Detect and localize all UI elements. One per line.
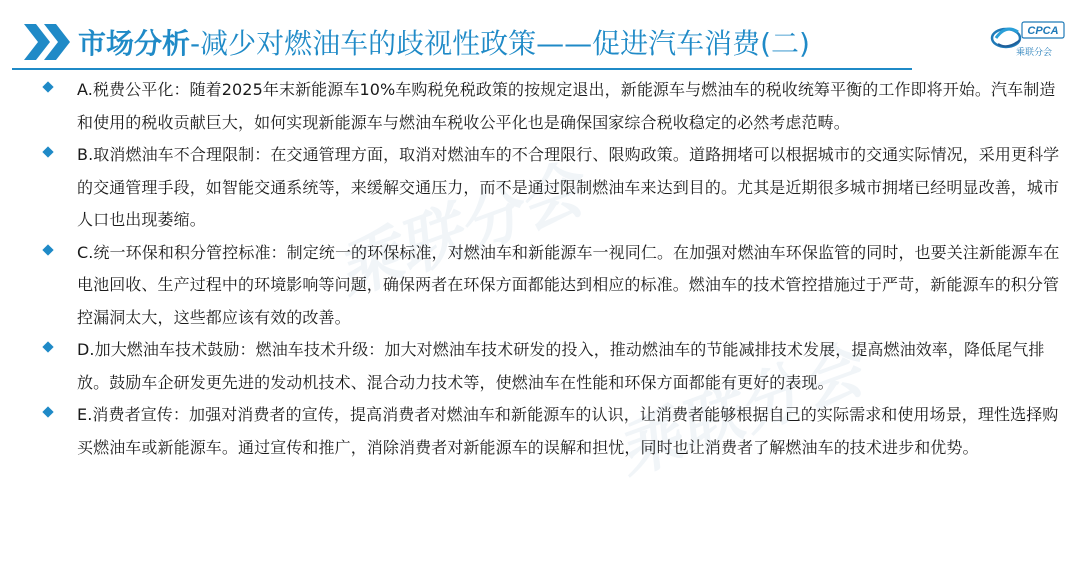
diamond-bullet-icon xyxy=(42,81,53,92)
page-title xyxy=(78,22,810,66)
logo-brand-text: CPCA xyxy=(1027,25,1059,37)
cpca-logo-icon xyxy=(990,18,1066,66)
watermark: 乘联分会 xyxy=(327,153,593,311)
bullet-list xyxy=(44,74,1064,464)
list-item xyxy=(44,237,1064,335)
list-item xyxy=(44,139,1064,237)
diamond-bullet-icon xyxy=(42,244,53,255)
list-item xyxy=(44,334,1064,399)
title-underline xyxy=(12,68,912,70)
list-item-text: B.取消燃油车不合理限制：在交通管理方面，取消对燃油车的不合理限行、限购政策。道路拥堵可以根据城市的交通实际情况，采用更科学的交通管理手段，如智能交通系统等，来缓解交通压力，而不是通过限制燃油车来达到目的。尤其是近期很多城市拥堵已经明显改善，城市人口也出现萎缩。 xyxy=(77,145,1060,229)
diamond-bullet-icon xyxy=(42,146,53,157)
title-subtitle: -减少对燃油车的歧视性政策——促进汽车消费(二) xyxy=(190,27,810,60)
diamond-bullet-icon xyxy=(42,341,53,352)
double-chevron-icon xyxy=(24,22,76,62)
list-item xyxy=(44,399,1064,464)
list-item-text: C.统一环保和积分管控标准：制定统一的环保标准，对燃油车和新能源车一视同仁。在加强对燃油车环保监管的同时，也要关注新能源车在电池回收、生产过程中的环境影响等问题，确保两者在环保方面都能达到相应的标准。燃油车的技术管控措施过于严苛，新能源车的积分管控漏洞太大，这些都应该有效的改善。 xyxy=(77,242,1060,327)
slide-header xyxy=(0,18,1080,74)
list-item-text: E.消费者宣传：加强对消费者的宣传，提高消费者对燃油车和新能源车的认识，让消费者能够根据自己的实际需求和使用场景，理性选择购买燃油车或新能源车。通过宣传和推广，消除消费者对新能源车的误解和担忧，同时也让消费者了解燃油车的技术进步和优势。 xyxy=(77,405,1059,457)
list-item-text: A.税费公平化：随着2025年末新能源车10%车购税免税政策的按规定退出，新能源车与燃油车的税收统筹平衡的工作即将开始。汽车制造和使用的税收贡献巨大，如何实现新能源车与燃油车税收公平化也是确保国家综合税收稳定的必然考虑范畴。 xyxy=(77,80,1056,132)
title-main: 市场分析 xyxy=(78,27,191,60)
watermark: 乘联分会 xyxy=(607,333,873,491)
logo-caption: 乘联分会 xyxy=(1016,48,1053,58)
diamond-bullet-icon xyxy=(42,406,53,417)
list-item-text: D.加大燃油车技术鼓励：燃油车技术升级：加大对燃油车技术研发的投入，推动燃油车的节能减排技术发展，提高燃油效率，降低尾气排放。鼓励车企研发更先进的发动机技术、混合动力技术等，使燃油车在性能和环保方面都能有更好的表现。 xyxy=(77,340,1045,392)
list-item xyxy=(44,74,1064,139)
